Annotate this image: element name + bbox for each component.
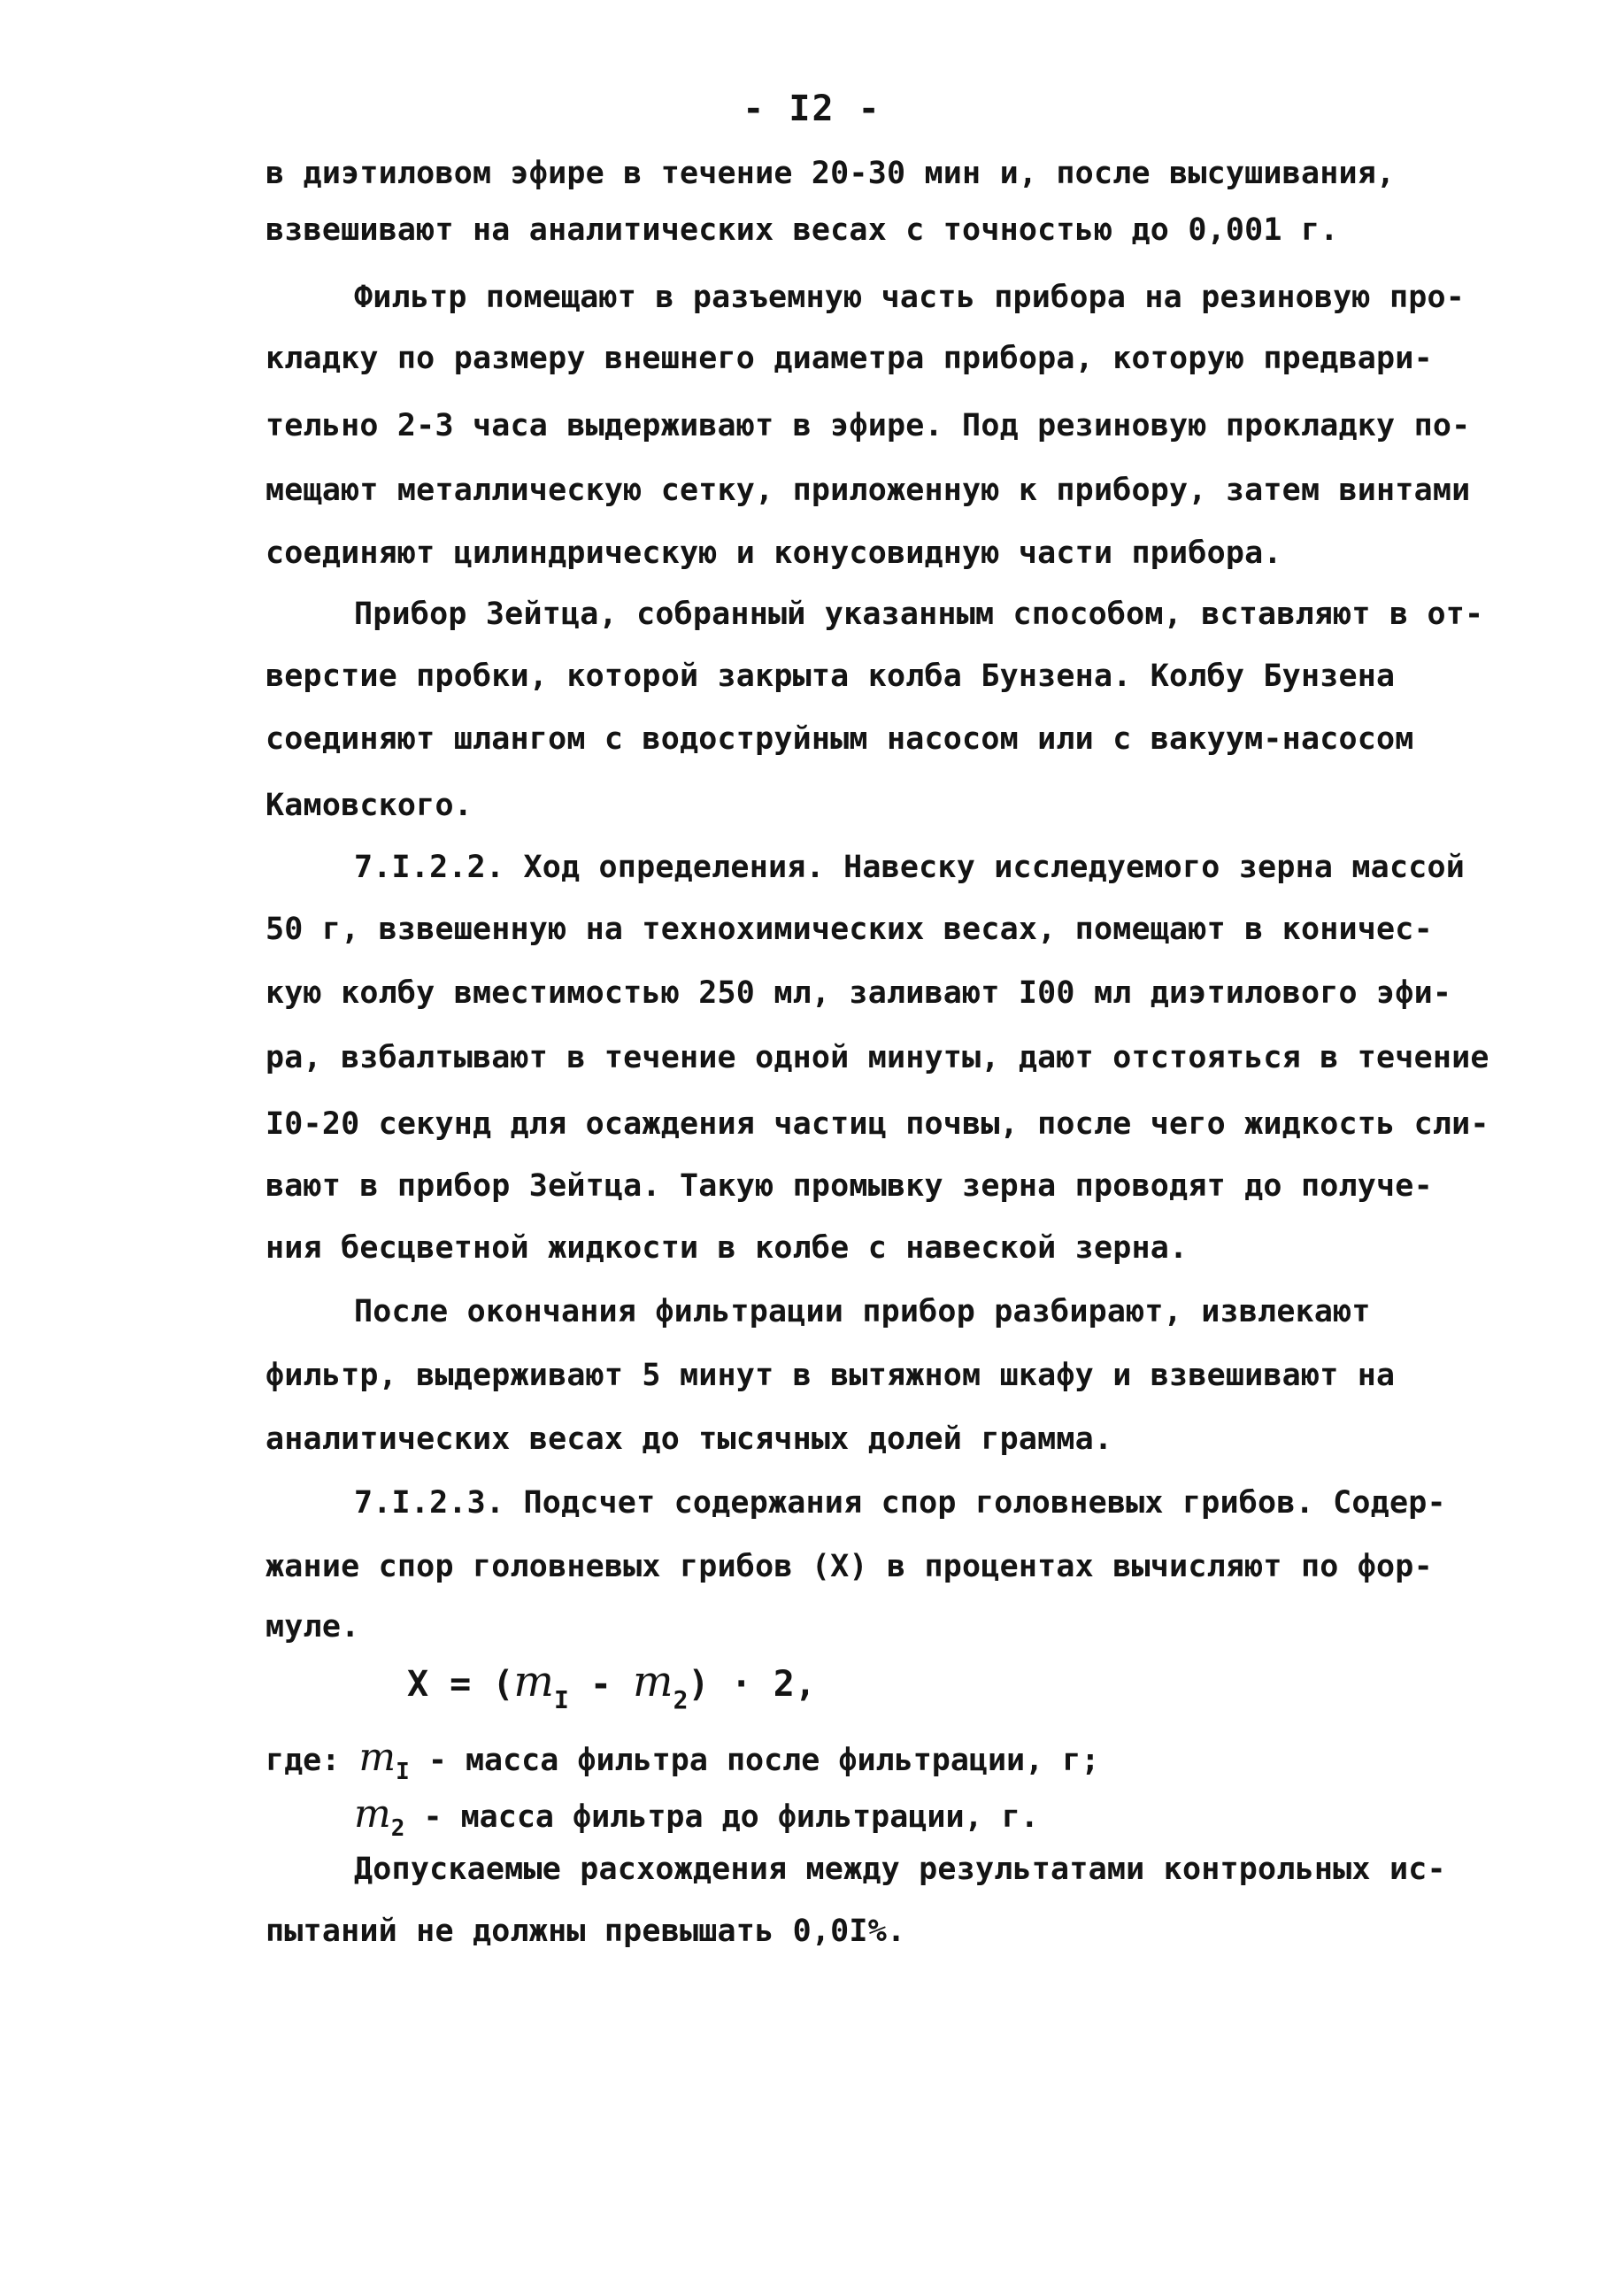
formula-subscript-1: I [553,1685,569,1714]
text-line: кую колбу вместимостью 250 мл, заливают I00 мл диэтилового эфи- [266,975,1452,1011]
text-line: ра, взбалтывают в течение одной минуты, дают отстояться в течение [266,1040,1489,1075]
text-line: в диэтиловом эфире в течение 20-30 мин и, после высушивания, [266,156,1396,191]
text-line: мещают металлическую сетку, приложенную к прибору, затем винтами [266,473,1471,508]
text-line: После окончания фильтрации прибор разбирают, извлекают [354,1294,1371,1329]
text-line: Прибор Зейтца, собранный указанным способом, вставляют в от- [354,597,1484,632]
formula [407,1657,816,1714]
text-line: верстие пробки, которой закрыта колба Бунзена. Колбу Бунзена [266,659,1396,694]
text-line: ния бесцветной жидкости в колбе с навеской зерна. [266,1230,1189,1266]
text-line: 7.I.2.3. Подсчет содержания спор головневых грибов. Содер- [354,1485,1446,1521]
text-line: 50 г, взвешенную на технохимических весах, помещают в коничес- [266,912,1433,947]
text-line: муле. [266,1609,360,1645]
formula-subscript-2: 2 [673,1685,689,1714]
where-prefix: где: [266,1743,359,1778]
text-line: Допускаемые расхождения между результатами контрольных ис- [354,1852,1446,1887]
text-line: соединяют цилиндрическую и конусовидную части прибора. [266,535,1282,571]
formula-variable-m2: m [633,1657,673,1706]
definition-text-m2: - масса фильтра до фильтрации, г. [404,1799,1039,1835]
formula-lhs: X = ( [407,1664,514,1705]
definition-variable-m2: m [354,1791,391,1837]
text-line: Камовского. [266,788,473,823]
definition-m1 [266,1735,1099,1785]
definition-m2 [354,1791,1039,1842]
definition-text-m1: - масса фильтра после фильтрации, г; [409,1743,1100,1778]
text-line: фильтр, выдерживают 5 минут в вытяжном шкафу и взвешивают на [266,1358,1396,1393]
text-line: взвешивают на аналитических весах с точностью до 0,001 г. [266,212,1339,248]
definition-subscript-1: I [396,1759,410,1785]
text-line: вают в прибор Зейтца. Такую промывку зерна проводят до получе- [266,1168,1433,1204]
text-line: аналитических весах до тысячных долей грамма. [266,1421,1113,1457]
text-line: тельно 2-3 часа выдерживают в эфире. Под резиновую прокладку по- [266,408,1471,443]
formula-rhs: ) · 2, [688,1664,816,1705]
text-line: пытаний не должны превышать 0,0I%. [266,1914,906,1949]
text-line: I0-20 секунд для осаждения частиц почвы, после чего жидкость сли- [266,1106,1489,1142]
text-line: кладку по размеру внешнего диаметра прибора, которую предвари- [266,341,1433,376]
formula-variable-m1: m [513,1657,554,1706]
text-line: 7.I.2.2. Ход определения. Навеску исследуемого зерна массой [354,850,1466,885]
definition-subscript-2: 2 [390,1815,405,1842]
text-line: Фильтр помещают в разъемную часть прибора на резиновую про- [354,280,1466,315]
page-number: - I2 - [743,89,881,129]
text-line: соединяют шлангом с водоструйным насосом или с вакуум-насосом [266,721,1414,757]
formula-minus: - [568,1664,634,1705]
definition-variable-m1: m [358,1735,396,1780]
text-line: жание спор головневых грибов (X) в процентах вычисляют по фор- [266,1549,1433,1584]
